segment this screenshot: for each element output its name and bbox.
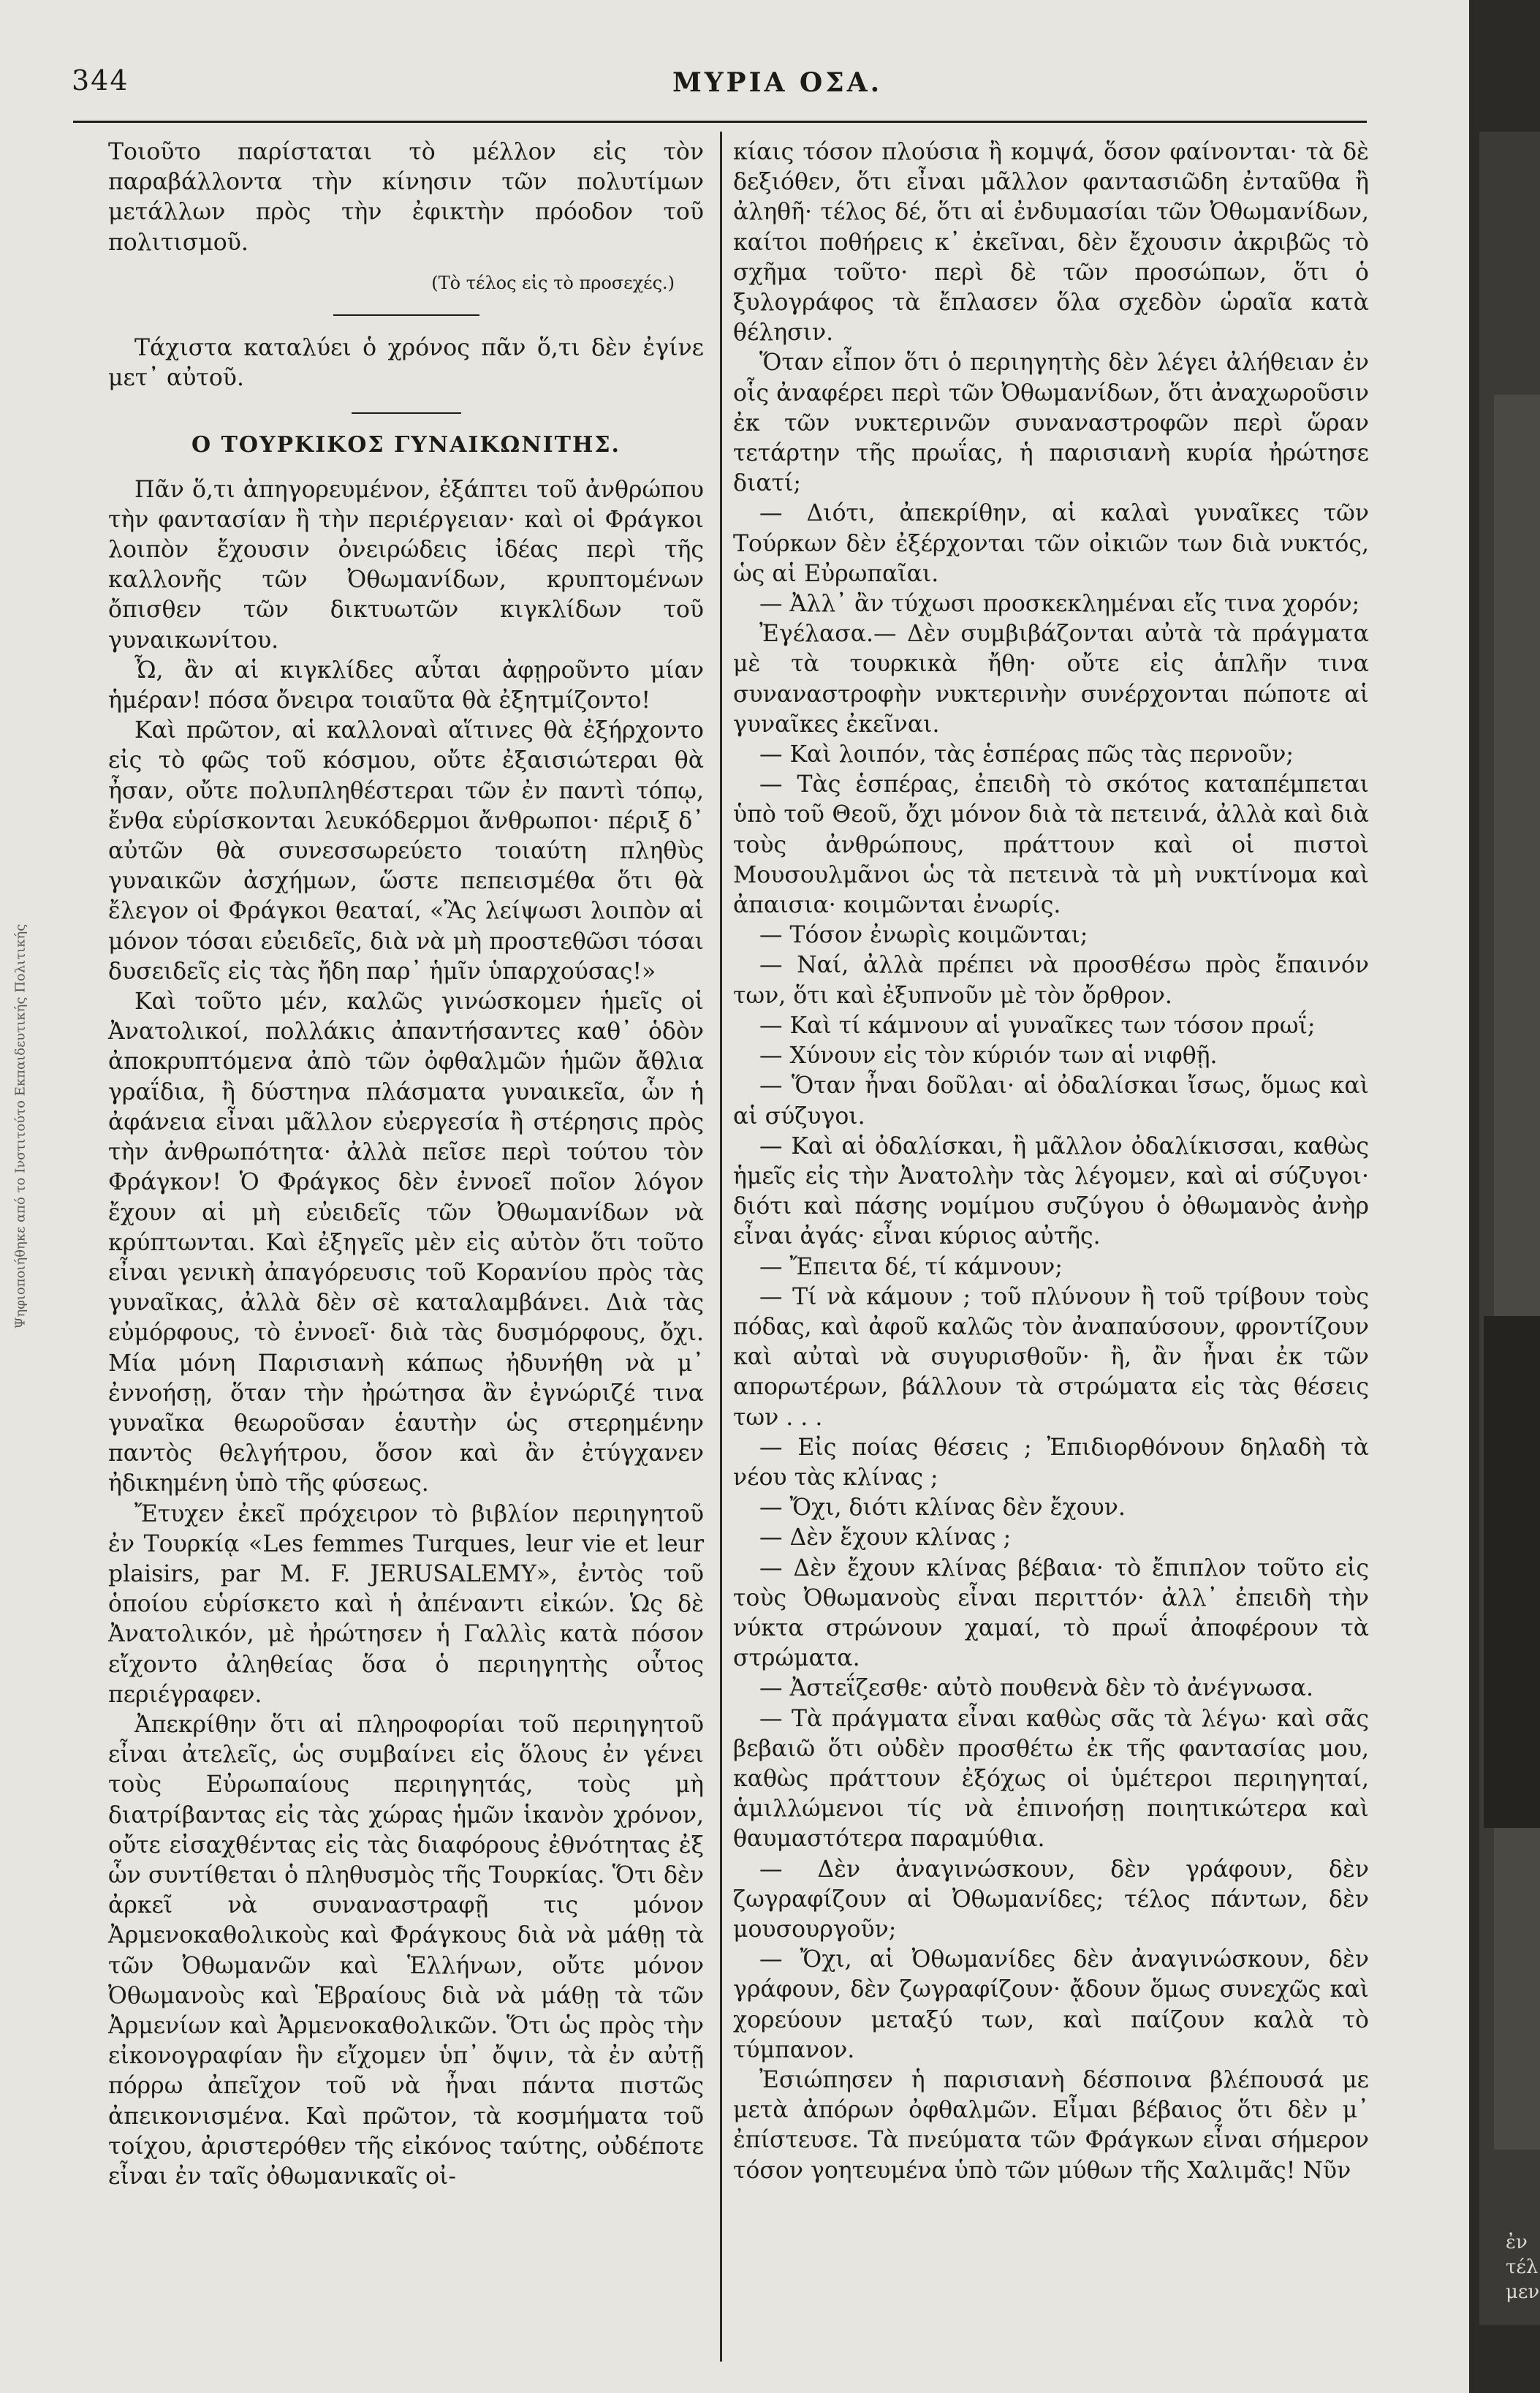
page-number: 344 bbox=[72, 64, 129, 97]
paragraph: Ἔτυχεν ἐκεῖ πρόχειρον τὸ βιβλίον περιηγητοῦ ἐν Τουρκίᾳ «Les femmes Turques, leur vie et leur plaisirs, par M. F. JERUSALEMY», ἐντὸς τοῦ ὁποίου εὑρίσκετο καὶ ἡ ἀπέναντι εἰκών. Ὡς δὲ Ἀνατολικόν, μὲ ἠρώτησεν ἡ Γαλλὶς κατὰ πόσον εἴχοντο ἀληθείας ὅσα ὁ περιηγητὴς οὗτος περιέγραφεν. bbox=[108, 1500, 704, 1708]
continuation-note: (Τὸ τέλος εἰς τὸ προσεχές.) bbox=[431, 272, 675, 293]
paragraph: Καὶ πρῶτον, αἱ καλλοναὶ αἵτινες θὰ ἐξήρχοντο εἰς τὸ φῶς τοῦ κόσμου, οὔτε ἐξαισιώτεραι θὰ ἦσαν, οὔτε πολυπληθέστεραι τῶν ἐν παντὶ τόπῳ, ἔνθα εὑρίσκονται λευκόδερμοι ἄνθρωποι· πέριξ δ᾽ αὐτῶν θὰ συνεσσωρεύετο τοιαύτη πληθὺς γυναικῶν ἀσχήμων, ὥστε πεπεισμέθα ὅτι θὰ ἔλεγον οἱ Φράγκοι θεαταί, «Ἂς λείψωσι λοιπὸν αἱ μόνον τόσαι εὐειδεῖς, διὰ νὰ μὴ προστεθῶσι τόσαι δυσειδεῖς εἰς τὰς ἤδη παρ᾽ ἡμῖν ὑπαρχούσας!» bbox=[108, 717, 704, 985]
dialogue-line: — Καὶ τί κάμνουν αἱ γυναῖκες των τόσον πρωΐ; bbox=[759, 1012, 1316, 1039]
fragment-line: τέλ bbox=[1506, 2256, 1539, 2278]
dialogue-line: — Καὶ αἱ ὀδαλίσκαι, ἢ μᾶλλον ὀδαλίκισσαι, καθὼς ἡμεῖς εἰς τὴν Ἀνατολὴν τὰς λέγομεν, καὶ αἱ σύζυγοι· διότι καὶ πάσης νομίμου συζύγου ὁ ὀθωμανὸς ἀνὴρ εἶναι ἀγάς· εἶναι κύριος αὐτῆς. bbox=[733, 1133, 1369, 1250]
dialogue-line: — Δὲν ἔχουν κλίνας ; bbox=[759, 1524, 1012, 1551]
running-title: ΜΥΡΙΑ ΟΣΑ. bbox=[672, 67, 883, 98]
facing-engraving-edge bbox=[1469, 0, 1540, 2393]
dialogue-line: — Τόσον ἐνωρὶς κοιμῶνται; bbox=[759, 922, 1088, 949]
left-column bbox=[108, 137, 704, 2192]
paragraph: Τοιοῦτο παρίσταται τὸ μέλλον εἰς τὸν παραβάλλοντα τὴν κίνησιν τῶν πολυτίμων μετάλλων πρὸς τὴν ἐφικτὴν πρόοδον τοῦ πολιτισμοῦ. bbox=[108, 139, 704, 256]
dialogue-line: — Ὄχι, αἱ Ὀθωμανίδες δὲν ἀναγινώσκουν, δὲν γράφουν, δὲν ζωγραφίζουν· ᾄδουν ὅμως συνεχῶς καὶ χορεύουν μεταξύ των, καὶ παίζουν καλὰ τὸ τύμπανον. bbox=[733, 1946, 1369, 2063]
facing-page-fragment bbox=[1506, 2230, 1540, 2305]
dialogue-line: — Δὲν ἔχουν κλίνας βέβαια· τὸ ἔπιπλον τοῦτο εἰς τοὺς Ὀθωμανοὺς εἶναι περιττόν· ἀλλ᾽ ἐπειδὴ τὴν νύκτα στρώνουν χαμαί, τὸ πρωΐ ἀποφέρουν τὰ στρώματα. bbox=[733, 1554, 1369, 1672]
dialogue-line: — Εἰς ποίας θέσεις ; Ἐπιδιορθόνουν δηλαδὴ τὰ νέου τὰς κλίνας ; bbox=[733, 1434, 1369, 1491]
dialogue-line: — Ἔπειτα δέ, τί κάμνουν; bbox=[759, 1253, 1063, 1280]
dialogue-line: — Τί νὰ κάμουν ; τοῦ πλύνουν ἢ τοῦ τρίβουν τοὺς πόδας, καὶ ἀφοῦ καλῶς τὸν ἀναπαύσουν, φροντίζουν καὶ αὐταὶ νὰ συγυρισθοῦν· ἢ, ἂν ἦναι ἐκ τῶν απορωτέρων, βάλλουν τὰ στρώματα εἰς τὰς θέσεις των . . . bbox=[733, 1283, 1369, 1431]
paragraph: Καὶ τοῦτο μέν, καλῶς γινώσκομεν ἡμεῖς οἱ Ἀνατολικοί, πολλάκις ἀπαντήσαντες καθ᾽ ὁδὸν ἀποκρυπτόμενα ἀπὸ τῶν ὀφθαλμῶν ἡμῶν ἄθλια γραΐδια, ἢ δύστηνα πλάσματα γυναικεῖα, ὧν ἡ ἀφάνεια εἶναι μᾶλλον εὐεργεσία ἢ στέρησις πρὸς τὴν ἀνθρωπότητα· ἀλλὰ πεῖσε περὶ τούτου τὸν Φράγκον! Ὁ Φράγκος δὲν ἐννοεῖ ποῖον λόγον ἔχουν αἱ μὴ εὐειδεῖς τῶν Ὀθωμανίδων νὰ κρύπτωνται. Καὶ ἐξηγεῖς μὲν εἰς αὐτὸν ὅτι τοῦτο εἶναι γενικὴ ἀπαγόρευσις τοῦ Κορανίου πρὸς τὰς γυναῖκας, ἀλλὰ δὲν σὲ καταλαμβάνει. Διὰ τὰς εὐμόρφους, τὸ ἐννοεῖ· διὰ τὰς δυσμόρφους, ὄχι. Μία μόνη Παρισιανὴ κάπως ἠδυνήθη νὰ μ᾽ ἐννοήσῃ, ὅταν τὴν ἠρώτησα ἂν ἐγνώριζέ τινα γυναῖκα θεωροῦσαν ἑαυτὴν ὡς στερημένην παντὸς θελγήτρου, ὅσον καὶ ἂν ἐτύγχανεν ἠδικημένη ὑπὸ τῆς φύσεως. bbox=[108, 988, 704, 1497]
paragraph: Ἀπεκρίθην ὅτι αἱ πληροφορίαι τοῦ περιηγητοῦ εἶναι ἀτελεῖς, ὡς συμβαίνει εἰς ὅλους ἐν γένει τοὺς Εὐρωπαίους περιηγητάς, τοὺς μὴ διατρίβαντας εἰς τὰς χώρας ἡμῶν ἱκανὸν χρόνον, οὔτε εἰσαχθέντας εἰς τὰς διαφόρους ἐθνότητας ἐξ ὧν συντίθεται ὁ πληθυσμὸς τῆς Τουρκίας. Ὅτι δὲν ἀρκεῖ νὰ συναναστραφῇ τις μόνον Ἀρμενοκαθολικοὺς καὶ Φράγκους διὰ νὰ μάθῃ τὰ τῶν Ὀθωμανῶν καὶ Ἑλλήνων, οὔτε μόνον Ὀθωμανοὺς καὶ Ἑβραίους διὰ νὰ μάθῃ τὰ τῶν Ἀρμενίων καὶ Ἀρμενοκαθολικῶν. Ὅτι ὡς πρὸς τὴν εἰκονογραφίαν ἣν εἴχομεν ὑπ᾽ ὄψιν, τὰ ἐν αὐτῇ πόρρω ἀπεῖχον τοῦ νὰ ἦναι πάντα πιστῶς ἀπεικονισμένα. Καὶ πρῶτον, τὰ κοσμήματα τοῦ τοίχου, ἀριστερόθεν τῆς εἰκόνος ταύτης, οὐδέποτε εἶναι ἐν ταῖς ὀθωμανικαῖς οἰ- bbox=[108, 1711, 704, 2190]
paragraph: Πᾶν ὅ,τι ἀπηγορευμένον, ἐξάπτει τοῦ ἀνθρώπου τὴν φαντασίαν ἢ τὴν περιέργειαν· καὶ οἱ Φράγκοι λοιπὸν ἔχουσιν ὀνειρώδεις ἰδέας περὶ τῆς καλλονῆς τῶν Ὀθωμανίδων, κρυπτομένων ὄπισθεν τῶν δικτυωτῶν κιγκλίδων τοῦ γυναικωνίτου. bbox=[108, 476, 704, 654]
dialogue-line: — Ἀλλ᾽ ἂν τύχωσι προσκεκλημέναι εἴς τινα χορόν; bbox=[759, 591, 1360, 618]
section-divider bbox=[333, 314, 479, 316]
dialogue-line: — Ὅταν ἦναι δοῦλαι· αἱ ὀδαλίσκαι ἴσως, ὅμως καὶ αἱ σύζυγοι. bbox=[733, 1073, 1369, 1130]
paragraph: κίαις τόσον πλούσια ἢ κομψά, ὅσον φαίνονται· τὰ δὲ δεξιόθεν, ὅτι εἶναι μᾶλλον φαντασιῶδη ἐνταῦθα ἢ ἀληθῆ· τέλος δέ, ὅτι αἱ ἐνδυμασίαι τῶν Ὀθωμανίδων, καίτοι ποθήρεις κ᾽ ἐκεῖναι, δὲν ἔχουσιν ἀκριβῶς τὸ σχῆμα τοῦτο· περὶ δὲ τῶν προσώπων, ὅτι ὁ ξυλογράφος τὰ ἔπλασεν ὅλα σχεδὸν ὡραῖα κατὰ θέλησιν. bbox=[733, 139, 1369, 347]
side-credit bbox=[6, 907, 35, 1345]
paragraph: Ὦ, ἂν αἱ κιγκλίδες αὗται ἀφῃροῦντο μίαν ἡμέραν! πόσα ὄνειρα τοιαῦτα θὰ ἐξητμίζοντο! bbox=[108, 657, 704, 714]
dialogue-line: — Καὶ λοιπόν, τὰς ἑσπέρας πῶς τὰς περνοῦν; bbox=[759, 741, 1294, 768]
dialogue-line: — Ἀστεΐζεσθε· αὐτὸ πουθενὰ δὲν τὸ ἀνέγνωσα. bbox=[759, 1675, 1314, 1702]
right-column bbox=[733, 137, 1369, 2186]
column-divider bbox=[720, 132, 722, 2362]
dialogue-line: — Διότι, ἀπεκρίθην, αἱ καλαὶ γυναῖκες τῶν Τούρκων δὲν ἐξέρχονται τῶν οἰκιῶν των διὰ νυκτός, ὡς αἱ Εὐρωπαῖαι. bbox=[733, 500, 1369, 587]
article-heading: Ο ΤΟΥΡΚΙΚΟΣ ΓΥΝΑΙΚΩΝΙΤΗΣ. bbox=[191, 432, 621, 458]
dialogue-line: — Τὰ πράγματα εἶναι καθὼς σᾶς τὰ λέγω· καὶ σᾶς βεβαιῶ ὅτι οὐδὲν προσθέτω ἐκ τῆς φαντασίας μου, καθὼς πράττουν ἐξόχως οἱ ὑμέτεροι περιηγηταί, ἁμιλλώμενοι τίς νὰ ἐπινοήσῃ ποιητικώτερα καὶ θαυμαστότερα παραμύθια. bbox=[733, 1705, 1369, 1853]
dialogue-line: — Δὲν ἀναγινώσκουν, δὲν γράφουν, δὲν ζωγραφίζουν αἱ Ὀθωμανίδες; τέλος πάντων, δὲν μουσουργοῦν; bbox=[733, 1856, 1369, 1943]
dialogue-line: — Ὄχι, διότι κλίνας δὲν ἔχουν. bbox=[759, 1494, 1126, 1521]
dialogue-line: — Χύνουν εἰς τὸν κύριόν των αἱ νιφθῇ. bbox=[759, 1043, 1218, 1070]
paragraph: Ἐσιώπησεν ἡ παρισιανὴ δέσποινα βλέπουσά με μετὰ ἀπόρων ὀφθαλμῶν. Εἶμαι βέβαιος ὅτι δὲν μ᾽ ἐπίστευσε. Τὰ πνεύματα τῶν Φράγκων εἶναι σήμερον τόσον γοητευμένα ὑπὸ τῶν μύθων τῆς Χαλιμᾶς! Νῦν bbox=[733, 2067, 1369, 2184]
side-credit-text: Ψηφιοποιήθηκε από το Ινστιτούτο Εκπαιδευτικής Πολιτικής bbox=[12, 923, 29, 1329]
dialogue-line: — Τὰς ἑσπέρας, ἐπειδὴ τὸ σκότος καταπέμπεται ὑπὸ τοῦ Θεοῦ, ὄχι μόνον διὰ τὰ πετεινά, ἀλλὰ καὶ διὰ τοὺς ἀνθρώπους, πράττουν καὶ οἱ πιστοὶ Μουσουλμᾶνοι ὡς τὰ πετεινὰ τὰ μὴ νυκτίνομα καὶ ἀπαισια· κοιμῶνται ἐνωρίς. bbox=[733, 771, 1369, 919]
header-rule bbox=[73, 121, 1367, 123]
fragment-line: ἐν bbox=[1506, 2231, 1528, 2253]
paragraph: Τάχιστα καταλύει ὁ χρόνος πᾶν ὅ,τι δὲν ἐγίνε μετ᾽ αὐτοῦ. bbox=[108, 335, 704, 392]
fragment-line: μεν bbox=[1506, 2281, 1540, 2303]
dialogue-line: — Ναί, ἀλλὰ πρέπει νὰ προσθέσω πρὸς ἔπαινόν των, ὅτι καὶ ἐξυπνοῦν μὲ τὸν ὄρθρον. bbox=[733, 952, 1369, 1009]
dialogue-line: Ἐγέλασα.— Δὲν συμβιβάζονται αὐτὰ τὰ πράγματα μὲ τὰ τουρκικὰ ἤθη· οὔτε εἰς ἁπλῆν τινα συναναστροφὴν νυκτερινὴν συνέρχονται πώποτε αἱ γυναῖκες ἐκεῖναι. bbox=[733, 621, 1369, 738]
page-header bbox=[44, 64, 1367, 108]
engraving-shade bbox=[1494, 395, 1540, 2150]
paragraph: Ὅταν εἶπον ὅτι ὁ περιηγητὴς δὲν λέγει ἀλήθειαν ἐν οἷς ἀναφέρει περὶ τῶν Ὀθωμανίδων, ὅτι ἀναχωροῦσιν ἐκ τῶν νυκτερινῶν συναναστροφῶν περὶ ὥραν τετάρτην τῆς πρωΐας, ἡ παρισιανὴ κυρία ἠρώτησε διατί; bbox=[733, 349, 1369, 497]
engraving-shade bbox=[1484, 1316, 1540, 1828]
section-divider bbox=[352, 412, 461, 414]
